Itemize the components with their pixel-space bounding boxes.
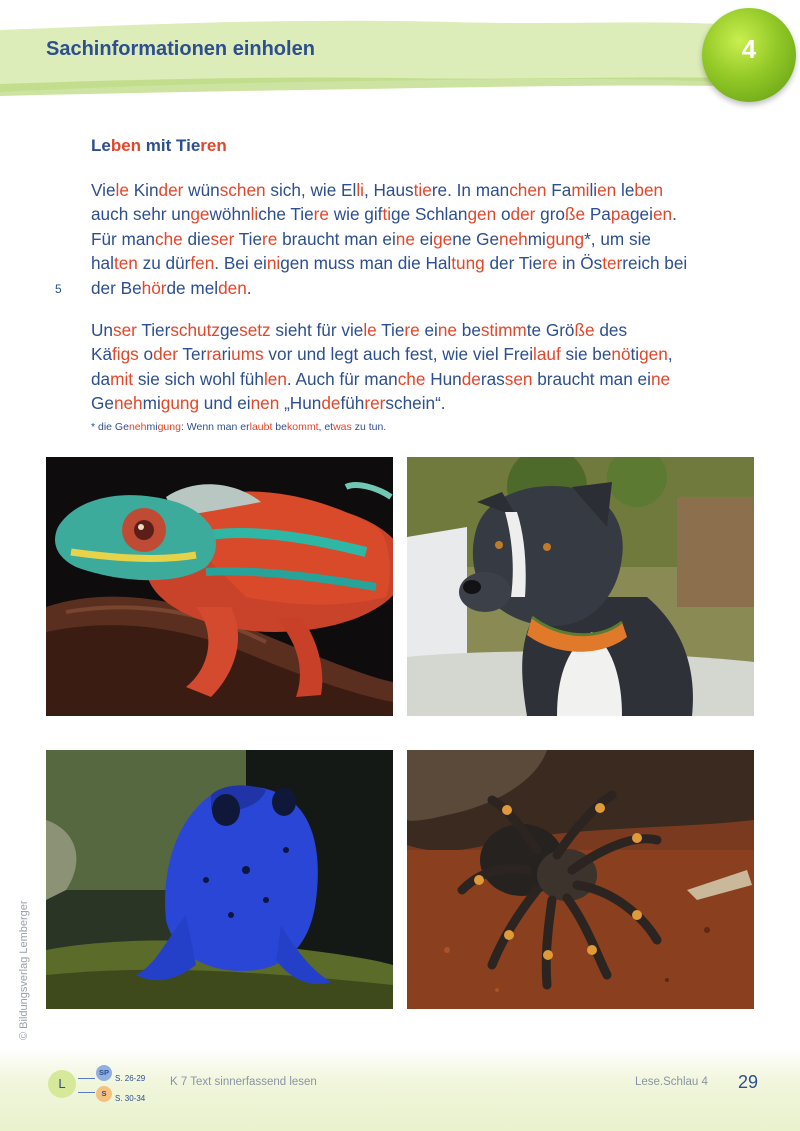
syllable-highlight: ge: [433, 228, 453, 249]
syllable-highlight: ben: [634, 180, 664, 200]
syllable-highlight: li: [356, 180, 364, 200]
text-segment: che Tie: [258, 204, 314, 225]
tarantula-photo: [407, 750, 754, 1009]
syllable-highlight: ße: [574, 320, 595, 340]
text-segment: sie sich wohl füh: [133, 368, 264, 389]
syllable-highlight: le: [115, 180, 129, 200]
chameleon-photo: [46, 457, 393, 716]
syllable-highlight: mi: [571, 180, 590, 200]
s-badge: S: [96, 1086, 112, 1102]
text-segment: Für man: [91, 228, 155, 249]
syllable-highlight: gung: [160, 393, 200, 414]
text-segment: gei: [630, 204, 653, 225]
text-segment: ne Ge: [452, 228, 500, 249]
syllable-highlight: schutz: [170, 320, 220, 340]
syllable-highlight: ums: [231, 344, 264, 365]
syllable-highlight: neh: [499, 228, 528, 249]
syllable-highlight: ser: [210, 228, 235, 249]
text-segment: be: [457, 320, 481, 340]
text-segment: Un: [91, 320, 113, 340]
syllable-highlight: che: [155, 228, 183, 249]
text-segment: * die Ge: [91, 421, 129, 433]
text-segment: ge: [220, 320, 240, 340]
text-segment: sieht für vie: [270, 320, 364, 340]
syllable-highlight: ße: [565, 204, 586, 225]
text-segment: Ter: [177, 344, 207, 365]
text-segment: li: [589, 180, 598, 200]
text-segment: , Haus: [363, 180, 414, 200]
text-segment: reich bei: [622, 253, 688, 274]
syllable-highlight: schen: [219, 180, 266, 200]
text-segment: Kin: [128, 180, 159, 200]
paragraph-2: [91, 318, 673, 416]
text-line: [91, 342, 673, 366]
syllable-highlight: gen: [639, 344, 668, 365]
text-segment: Fa: [546, 180, 572, 200]
syllable-highlight: fen: [190, 253, 215, 274]
syllable-highlight: re: [313, 204, 329, 225]
book-title: Lese.Schlau 4: [635, 1076, 708, 1088]
syllable-highlight: chen: [509, 180, 547, 200]
s-reference: S. 30-34: [115, 1094, 146, 1103]
syllable-highlight: che: [397, 368, 426, 389]
syllable-highlight: nö: [611, 344, 631, 365]
text-segment: in Ös: [557, 253, 603, 274]
syllable-highlight: ser: [112, 320, 137, 340]
syllable-highlight: de: [461, 368, 481, 389]
l-badge: L: [48, 1070, 76, 1098]
section-title: Sachinformationen einholen: [46, 38, 315, 60]
title-segment: mit Tie: [141, 136, 201, 155]
text-segment: te Grö: [526, 320, 575, 340]
chapter-badge: [702, 8, 796, 102]
text-segment: o: [496, 204, 511, 225]
syllable-highlight: len: [263, 368, 287, 389]
syllable-highlight: ra: [206, 344, 222, 365]
syllable-highlight: ten: [113, 253, 138, 274]
text-segment: gen muss man die Hal: [280, 253, 452, 274]
syllable-highlight: pa: [610, 204, 630, 225]
text-line: [91, 251, 687, 275]
arrow-line: [78, 1092, 95, 1093]
syllable-highlight: lauf: [533, 344, 561, 365]
text-segment: mi: [527, 228, 546, 249]
competence-label: K 7 Text sinnerfassend lesen: [170, 1076, 317, 1088]
title-segment: ren: [200, 136, 227, 155]
text-segment: vor und legt auch fest, wie viel Frei: [263, 344, 534, 365]
text-segment: Hun: [425, 368, 462, 389]
syllable-highlight: kommt: [287, 421, 319, 433]
syllable-highlight: en: [652, 204, 673, 225]
syllable-highlight: den: [218, 277, 247, 298]
text-segment: braucht man ei: [532, 368, 651, 389]
text-segment: de mel: [166, 277, 219, 298]
text-segment: be: [272, 421, 287, 433]
text-segment: re. In man: [431, 180, 510, 200]
line-number: 5: [55, 282, 62, 296]
text-segment: wün: [183, 180, 220, 200]
syllable-highlight: mit: [110, 368, 134, 389]
text-segment: gro: [535, 204, 565, 225]
text-segment: ge Schlan: [391, 204, 468, 225]
syllable-highlight: de: [321, 393, 341, 414]
text-segment: Tie: [234, 228, 263, 249]
syllable-highlight: ti: [382, 204, 392, 225]
syllable-highlight: laubt: [249, 421, 273, 433]
text-segment: ri: [221, 344, 232, 365]
syllable-highlight: ne: [437, 320, 457, 340]
text-segment: hal: [91, 253, 114, 274]
text-segment: wöhn: [209, 204, 251, 225]
syllable-highlight: le: [363, 320, 377, 340]
syllable-highlight: ni: [266, 253, 281, 274]
text-segment: zu tun.: [351, 421, 387, 433]
text-line: [91, 276, 687, 300]
text-segment: der Be: [91, 277, 142, 298]
syllable-highlight: neh: [113, 393, 143, 414]
text-segment: . Auch für man: [286, 368, 398, 389]
text-segment: schein“.: [385, 393, 446, 414]
syllable-highlight: figs: [112, 344, 139, 365]
text-segment: ,: [667, 344, 673, 365]
text-line: [91, 318, 673, 342]
text-segment: Tie: [376, 320, 405, 340]
text-segment: Tier: [136, 320, 171, 340]
sp-badge: SP: [96, 1065, 112, 1081]
syllable-highlight: re: [262, 228, 278, 249]
syllable-highlight: ne: [395, 228, 415, 249]
text-line: [91, 202, 687, 226]
syllable-highlight: rer: [364, 393, 386, 414]
text-segment: auch sehr un: [91, 204, 191, 225]
syllable-highlight: tung: [451, 253, 485, 274]
syllable-highlight: en: [597, 180, 617, 200]
article-title: [91, 136, 227, 156]
footer-band: [0, 1048, 800, 1131]
text-segment: sie be: [560, 344, 612, 365]
syllable-highlight: li: [250, 204, 259, 225]
text-segment: des: [594, 320, 628, 340]
text-segment: o: [138, 344, 154, 365]
text-segment: : Wenn man er: [180, 421, 250, 433]
text-line: [91, 391, 673, 415]
text-segment: Kä: [91, 344, 113, 365]
text-segment: , et: [318, 421, 334, 433]
syllable-highlight: stimm: [480, 320, 527, 340]
syllable-highlight: hör: [141, 277, 167, 298]
syllable-highlight: gung: [157, 421, 181, 433]
page-number: 29: [738, 1072, 759, 1092]
syllable-highlight: ne: [650, 368, 671, 389]
text-segment: Pa: [585, 204, 611, 225]
text-segment: und ei: [199, 393, 251, 414]
text-segment: .: [672, 204, 677, 225]
text-segment: ei: [414, 228, 434, 249]
syllable-highlight: was: [333, 421, 352, 433]
text-segment: wie gif: [328, 204, 383, 225]
title-segment: ben: [110, 136, 142, 155]
text-segment: zu dür: [137, 253, 191, 274]
text-line: [91, 227, 687, 251]
text-segment: der Tie: [484, 253, 543, 274]
paragraph-1: [91, 178, 687, 300]
text-segment: ei: [419, 320, 438, 340]
syllable-highlight: ge: [190, 204, 210, 225]
syllable-highlight: der: [153, 344, 178, 365]
arrow-line: [78, 1078, 95, 1079]
syllable-highlight: tie: [413, 180, 432, 200]
syllable-highlight: re: [542, 253, 558, 274]
text-segment: da: [91, 368, 111, 389]
syllable-highlight: ter: [602, 253, 623, 274]
text-segment: die: [182, 228, 211, 249]
syllable-highlight: gen: [467, 204, 497, 225]
syllable-highlight: neh: [128, 421, 147, 433]
text-segment: braucht man ei: [277, 228, 396, 249]
text-segment: mi: [146, 421, 158, 433]
title-segment: Le: [91, 136, 111, 155]
syllable-highlight: sen: [504, 368, 533, 389]
text-segment: Vie: [91, 180, 116, 200]
text-segment: sich, wie El: [265, 180, 357, 200]
text-segment: *, um sie: [584, 228, 651, 249]
syllable-highlight: setz: [239, 320, 271, 340]
copyright-note: © Bildungsverlag Lemberger: [18, 900, 30, 1040]
chapter-number: 4: [741, 34, 757, 64]
syllable-highlight: re: [404, 320, 420, 340]
syllable-highlight: nen: [250, 393, 280, 414]
syllable-highlight: der: [510, 204, 536, 225]
blue-frog-photo: [46, 750, 393, 1009]
text-segment: le: [616, 180, 635, 200]
dog-photo: [407, 457, 754, 716]
footnote: [91, 421, 386, 433]
text-line: [91, 178, 687, 202]
text-segment: „Hun: [279, 393, 322, 414]
text-segment: ras: [480, 368, 505, 389]
text-segment: Ge: [91, 393, 114, 414]
syllable-highlight: gung: [545, 228, 585, 249]
text-segment: . Bei ei: [214, 253, 267, 274]
sp-reference: S. 26-29: [115, 1074, 146, 1083]
text-segment: füh: [340, 393, 365, 414]
text-segment: ti: [630, 344, 640, 365]
text-segment: .: [246, 277, 252, 298]
syllable-highlight: der: [158, 180, 184, 200]
text-segment: mi: [142, 393, 161, 414]
text-line: [91, 367, 673, 391]
